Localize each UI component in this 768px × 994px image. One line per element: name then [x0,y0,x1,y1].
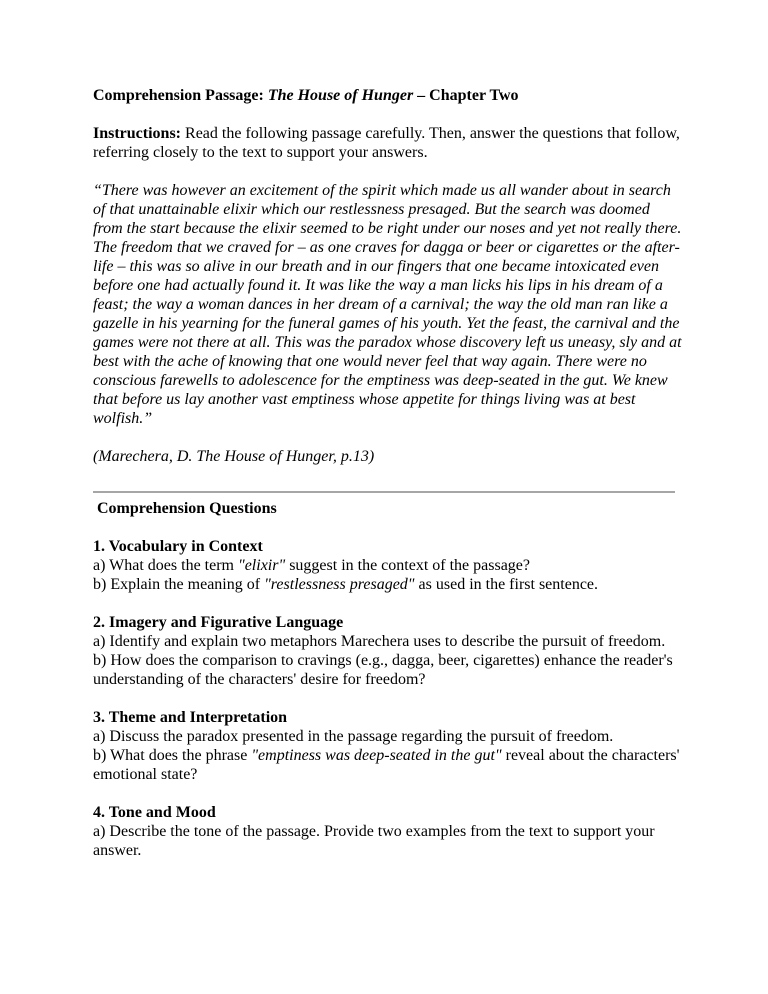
question-section-4 [93,803,683,860]
question-text: a) Identify and explain two metaphors Marechera uses to describe the pursuit of freedom. [93,633,666,650]
section-title: 3. Theme and Interpretation [93,709,288,726]
question-text: b) How does the comparison to cravings (e.g., dagga, beer, cigarettes) enhance the reader's understanding of the characters' desire for freedom? [93,652,673,688]
question-4a [93,822,683,860]
document-title [93,86,683,105]
passage-quote: “There was however an excitement of the spirit which made us all wander about in search of that unattainable elixir which our restlessness presaged. But the search was doomed from the start because the elixir seemed to be right under our noses and yet not really there. The freedom that we craved for – as one craves for dagga or beer or cigarettes or the after-life – this was so alive in our breath and in our fingers that one became intoxicated even before one had actually found it. It was like the way a man licks his lips in his dream of a feast; the way a woman dances in her dream of a carnival; the way the old man ran like a gazelle in his yearning for the funeral games of his youth. Yet the feast, the carnival and the games were not there at all. This was the paradox whose discovery left us uneasy, sly and at best with the ache of knowing that one would never feel that way again. There were no conscious farewells to adolescence for the emptiness was deep-seated in the gut. We knew that before us lay another vast emptiness whose appetite for things living was at best wolfish.” [93,182,682,427]
question-1a [93,556,683,575]
title-suffix: – Chapter Two [413,87,519,104]
question-3b [93,746,683,784]
question-3a [93,727,683,746]
question-section-3 [93,708,683,784]
instructions [93,124,683,162]
question-1b [93,575,683,594]
instructions-label: Instructions: [93,125,182,142]
question-text: a) Discuss the paradox presented in the passage regarding the pursuit of freedom. [93,728,614,745]
question-text: a) Describe the tone of the passage. Provide two examples from the text to support your answer. [93,823,655,859]
question-quote: "restlessness presaged" [264,576,415,593]
question-2b [93,651,683,689]
question-text: as used in the first sentence. [414,576,599,593]
question-2a [93,632,683,651]
question-section-1 [93,537,683,594]
title-prefix: Comprehension Passage: [93,87,268,104]
instructions-text: Read the following passage carefully. Then, answer the questions that follow, referring closely to the text to support your answers. [93,125,680,161]
question-text: b) Explain the meaning of [93,576,265,593]
question-text: a) What does the term [93,557,238,574]
question-text: reveal about the characters' emotional state? [93,747,680,783]
question-section-2 [93,613,683,689]
passage-citation: (Marechera, D. The House of Hunger, p.13) [93,448,375,465]
horizontal-divider [93,491,675,493]
section-title: 4. Tone and Mood [93,804,216,821]
question-quote: "emptiness was deep-seated in the gut" [251,747,502,764]
questions-heading: Comprehension Questions [97,500,277,517]
question-quote: "elixir" [237,557,286,574]
section-title: 2. Imagery and Figurative Language [93,614,344,631]
question-text: suggest in the context of the passage? [285,557,531,574]
question-text: b) What does the phrase [93,747,252,764]
document-page [93,86,683,879]
section-title: 1. Vocabulary in Context [93,538,263,555]
title-work: The House of Hunger [267,87,414,104]
